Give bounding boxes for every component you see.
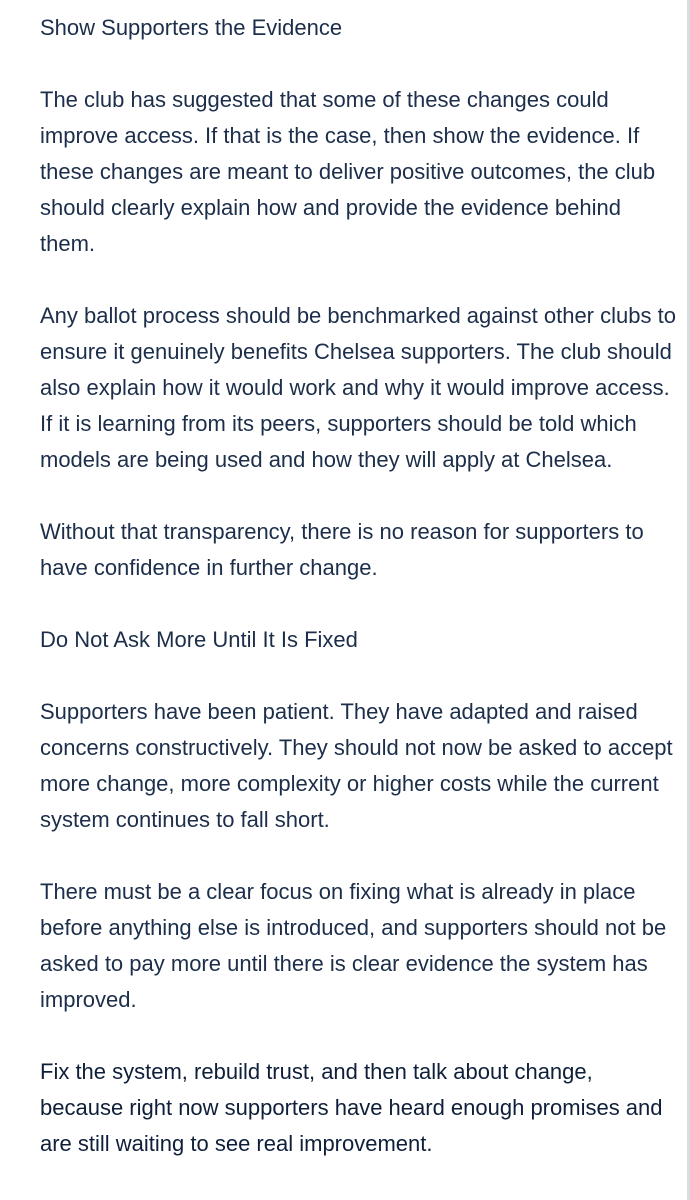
paragraph: The club has suggested that some of these changes could improve access. If that is the case, then show the evidence. If these changes are meant to deliver positive outcomes, the club should clearly explain how and provide the evidence behind them.	[40, 87, 656, 256]
paragraph: There must be a clear focus on fixing what is already in place before anything else is introduced, and supporters should not be asked to pay more until there is clear evidence the system has improved.	[40, 879, 667, 1012]
section-heading-do-not-ask-more: Do Not Ask More Until It Is Fixed	[40, 627, 358, 652]
section-heading-evidence: Show Supporters the Evidence	[40, 15, 343, 40]
paragraph: Without that transparency, there is no reason for supporters to have confidence in further change.	[40, 519, 644, 580]
paragraph: Any ballot process should be benchmarked against other clubs to ensure it genuinely benefits Chelsea supporters. The club should also explain how it would work and why it would improve access. If it is learning from its peers, supporters should be told which models are being used and how they will apply at Chelsea.	[40, 303, 676, 472]
paragraph: Supporters have been patient. They have adapted and raised concerns constructively. They should not now be asked to accept more change, more complexity or higher costs while the current system continues to fall short.	[40, 699, 673, 832]
article-body	[40, 10, 680, 1162]
closing-paragraph: Fix the system, rebuild trust, and then talk about change, because right now supporters have heard enough promises and are still waiting to see real improvement.	[40, 1059, 663, 1156]
